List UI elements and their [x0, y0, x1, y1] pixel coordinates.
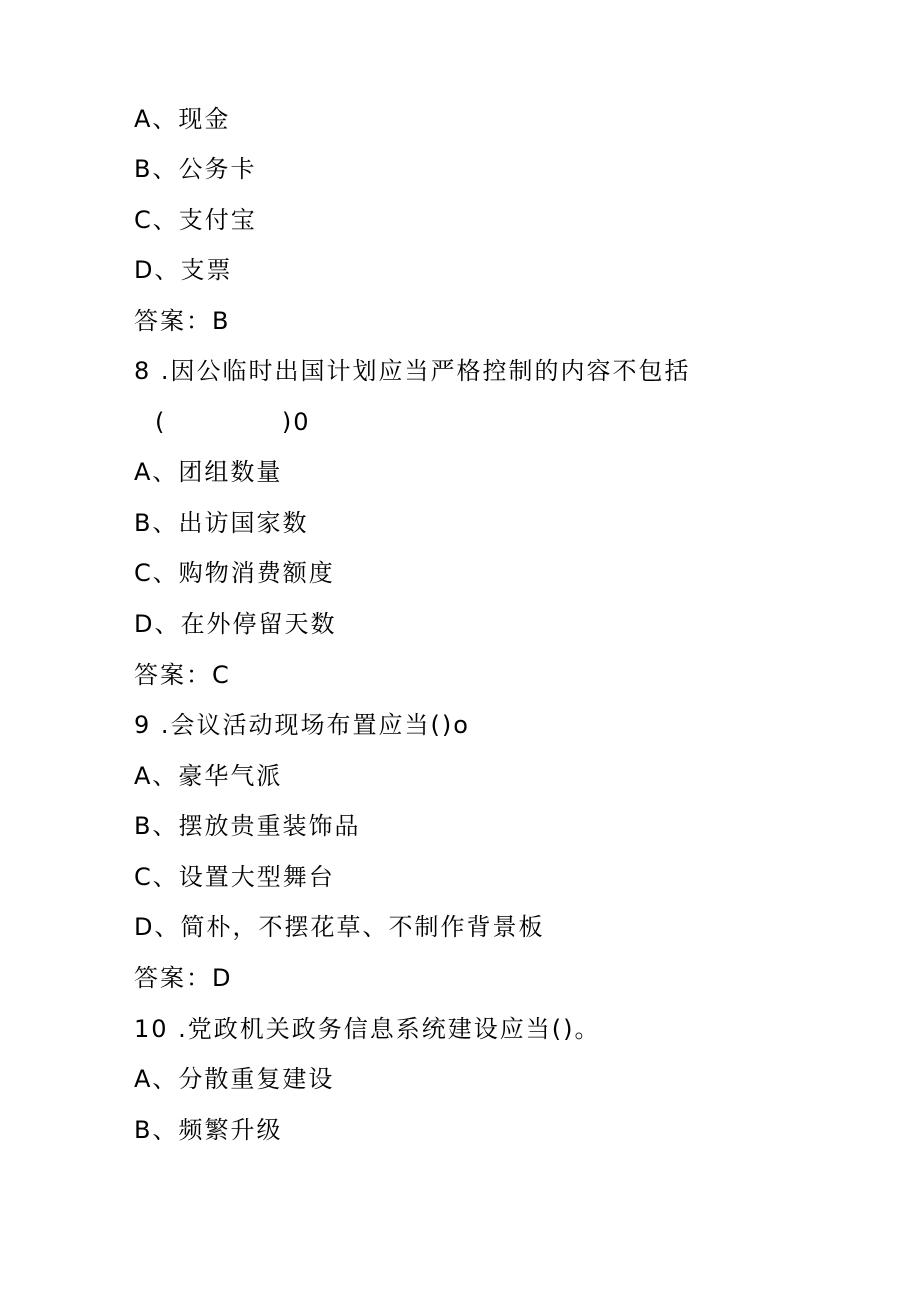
- option-d-line: D、在外停留天数: [134, 610, 337, 638]
- option-b-line: B、公务卡: [134, 155, 257, 183]
- answer-line: 答案：B: [134, 307, 231, 335]
- option-a-line: A、现金: [134, 105, 231, 133]
- option-a-line: A、团组数量: [134, 458, 283, 486]
- question-8: 8 .因公临时出国计划应当严格控制的内容不包括: [134, 357, 691, 385]
- option-b-line: B、频繁升级: [134, 1116, 283, 1144]
- option-d-line: D、支票: [134, 256, 233, 284]
- option-b-line: B、出访国家数: [134, 509, 309, 537]
- option-c-line: C、支付宝: [134, 206, 257, 234]
- option-a-line: A、豪华气派: [134, 762, 283, 790]
- question-9: 9 .会议活动现场布置应当()o: [134, 711, 470, 739]
- answer-line: 答案：C: [134, 661, 231, 689]
- question-10: 10 .党政机关政务信息系统建设应当()。: [134, 1015, 601, 1043]
- option-c-line: C、购物消费额度: [134, 559, 335, 587]
- option-d-line: D、简朴，不摆花草、不制作背景板: [134, 913, 545, 941]
- question-8-blank: ( )0: [155, 408, 311, 436]
- option-c-line: C、设置大型舞台: [134, 863, 335, 891]
- answer-line: 答案：D: [134, 964, 233, 992]
- option-b-line: B、摆放贵重装饰品: [134, 812, 361, 840]
- option-a-line: A、分散重复建设: [134, 1065, 335, 1093]
